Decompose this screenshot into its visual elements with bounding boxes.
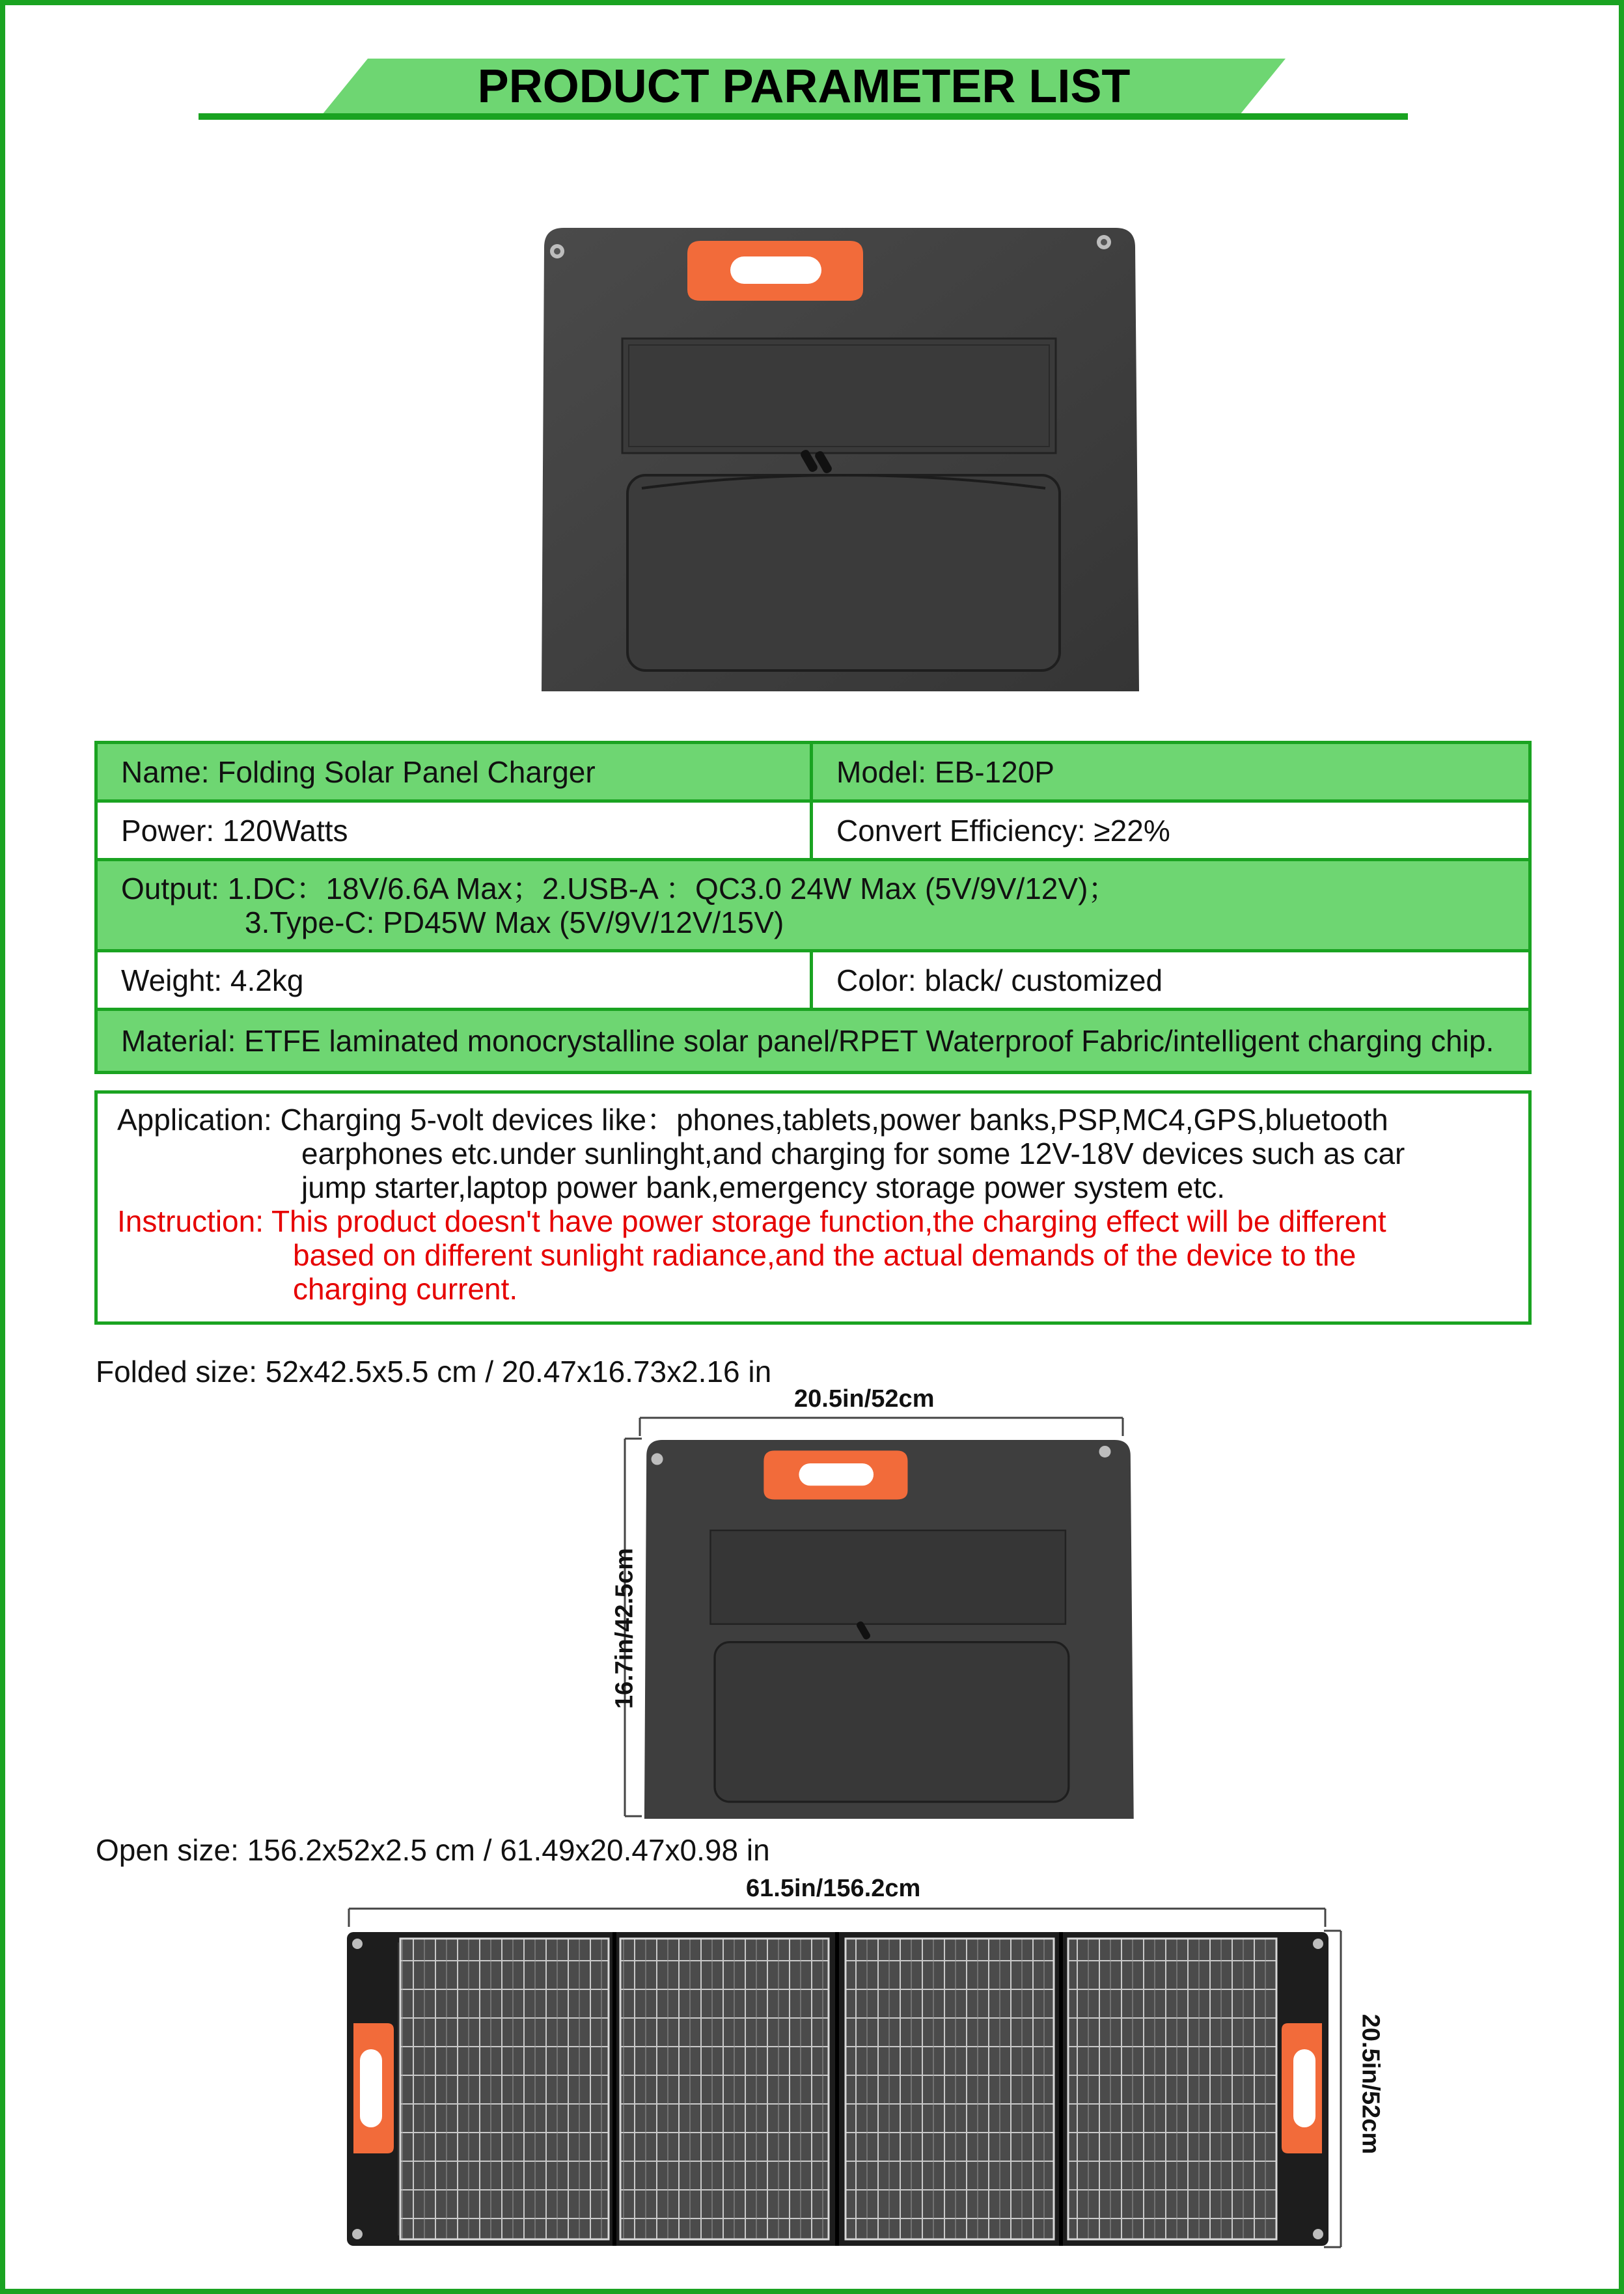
folded-size-label: Folded size: 52x42.5x5.5 cm / 20.47x16.73x2.16 in [96, 1355, 772, 1389]
power-cell: Power: 120Watts [96, 801, 812, 860]
page-title: PRODUCT PARAMETER LIST [477, 61, 1131, 113]
grommet-icon [1313, 2229, 1323, 2239]
grommet-icon [652, 1453, 663, 1465]
open-panel-photo [347, 1932, 1328, 2246]
description-box [94, 1090, 1532, 1325]
color-cell: Color: black/ customized [812, 951, 1530, 1010]
output-cell [96, 860, 1530, 951]
table-row [96, 743, 1530, 801]
open-width-dimension: 61.5in/156.2cm [746, 1875, 921, 1902]
grommet-icon [1313, 1939, 1323, 1949]
table-row [96, 860, 1530, 951]
folded-height-dimension: 16.7in/42.5cm [611, 1547, 639, 1709]
instruction-line-1: Instruction: This product doesn't have power storage function,the charging effect will be different [117, 1204, 1386, 1238]
output-line-1: Output: 1.DC：18V/6.6A Max；2.USB-A ：QC3.0 24W Max (5V/9V/12V)； [121, 871, 1118, 905]
instruction-line-2: based on different sunlight radiance,and the actual demands of the device to the [293, 1238, 1356, 1272]
output-line-2: 3.Type-C: PD45W Max (5V/9V/12V/15V) [245, 905, 784, 939]
folded-panel-photo [538, 228, 1142, 691]
table-row [96, 951, 1530, 1010]
application-line-1: Application: Charging 5-volt devices like：phones,tablets,power banks,PSP,MC4,GPS,bluetooth [117, 1103, 1388, 1137]
folded-width-dimension: 20.5in/52cm [794, 1385, 935, 1413]
weight-cell: Weight: 4.2kg [96, 951, 812, 1010]
application-line-2: earphones etc.under sunlinght,and charging for some 12V-18V devices such as car [301, 1137, 1405, 1170]
open-height-dimension: 20.5in/52cm [1356, 2013, 1384, 2155]
grommet-icon [352, 1939, 363, 1949]
table-row [96, 801, 1530, 860]
open-size-label: Open size: 156.2x52x2.5 cm / 61.49x20.47x0.98 in [96, 1833, 770, 1867]
model-cell: Model: EB-120P [812, 743, 1530, 801]
application-line-3: jump starter,laptop power bank,emergency storage power system etc. [301, 1170, 1226, 1204]
material-cell: Material: ETFE laminated monocrystalline solar panel/RPET Waterproof Fabric/intelligent charging chip. [96, 1010, 1530, 1073]
table-row [96, 1010, 1530, 1073]
grommet-icon [352, 2229, 363, 2239]
spec-table [94, 741, 1532, 1074]
folded-size-photo [641, 1440, 1136, 1819]
name-cell: Name: Folding Solar Panel Charger [96, 743, 812, 801]
grommet-icon [1099, 1446, 1110, 1458]
zip-pocket [627, 475, 1060, 670]
flat-pocket [622, 339, 1056, 453]
efficiency-cell: Convert Efficiency: ≥22% [812, 801, 1530, 860]
instruction-line-3: charging current. [293, 1272, 518, 1306]
